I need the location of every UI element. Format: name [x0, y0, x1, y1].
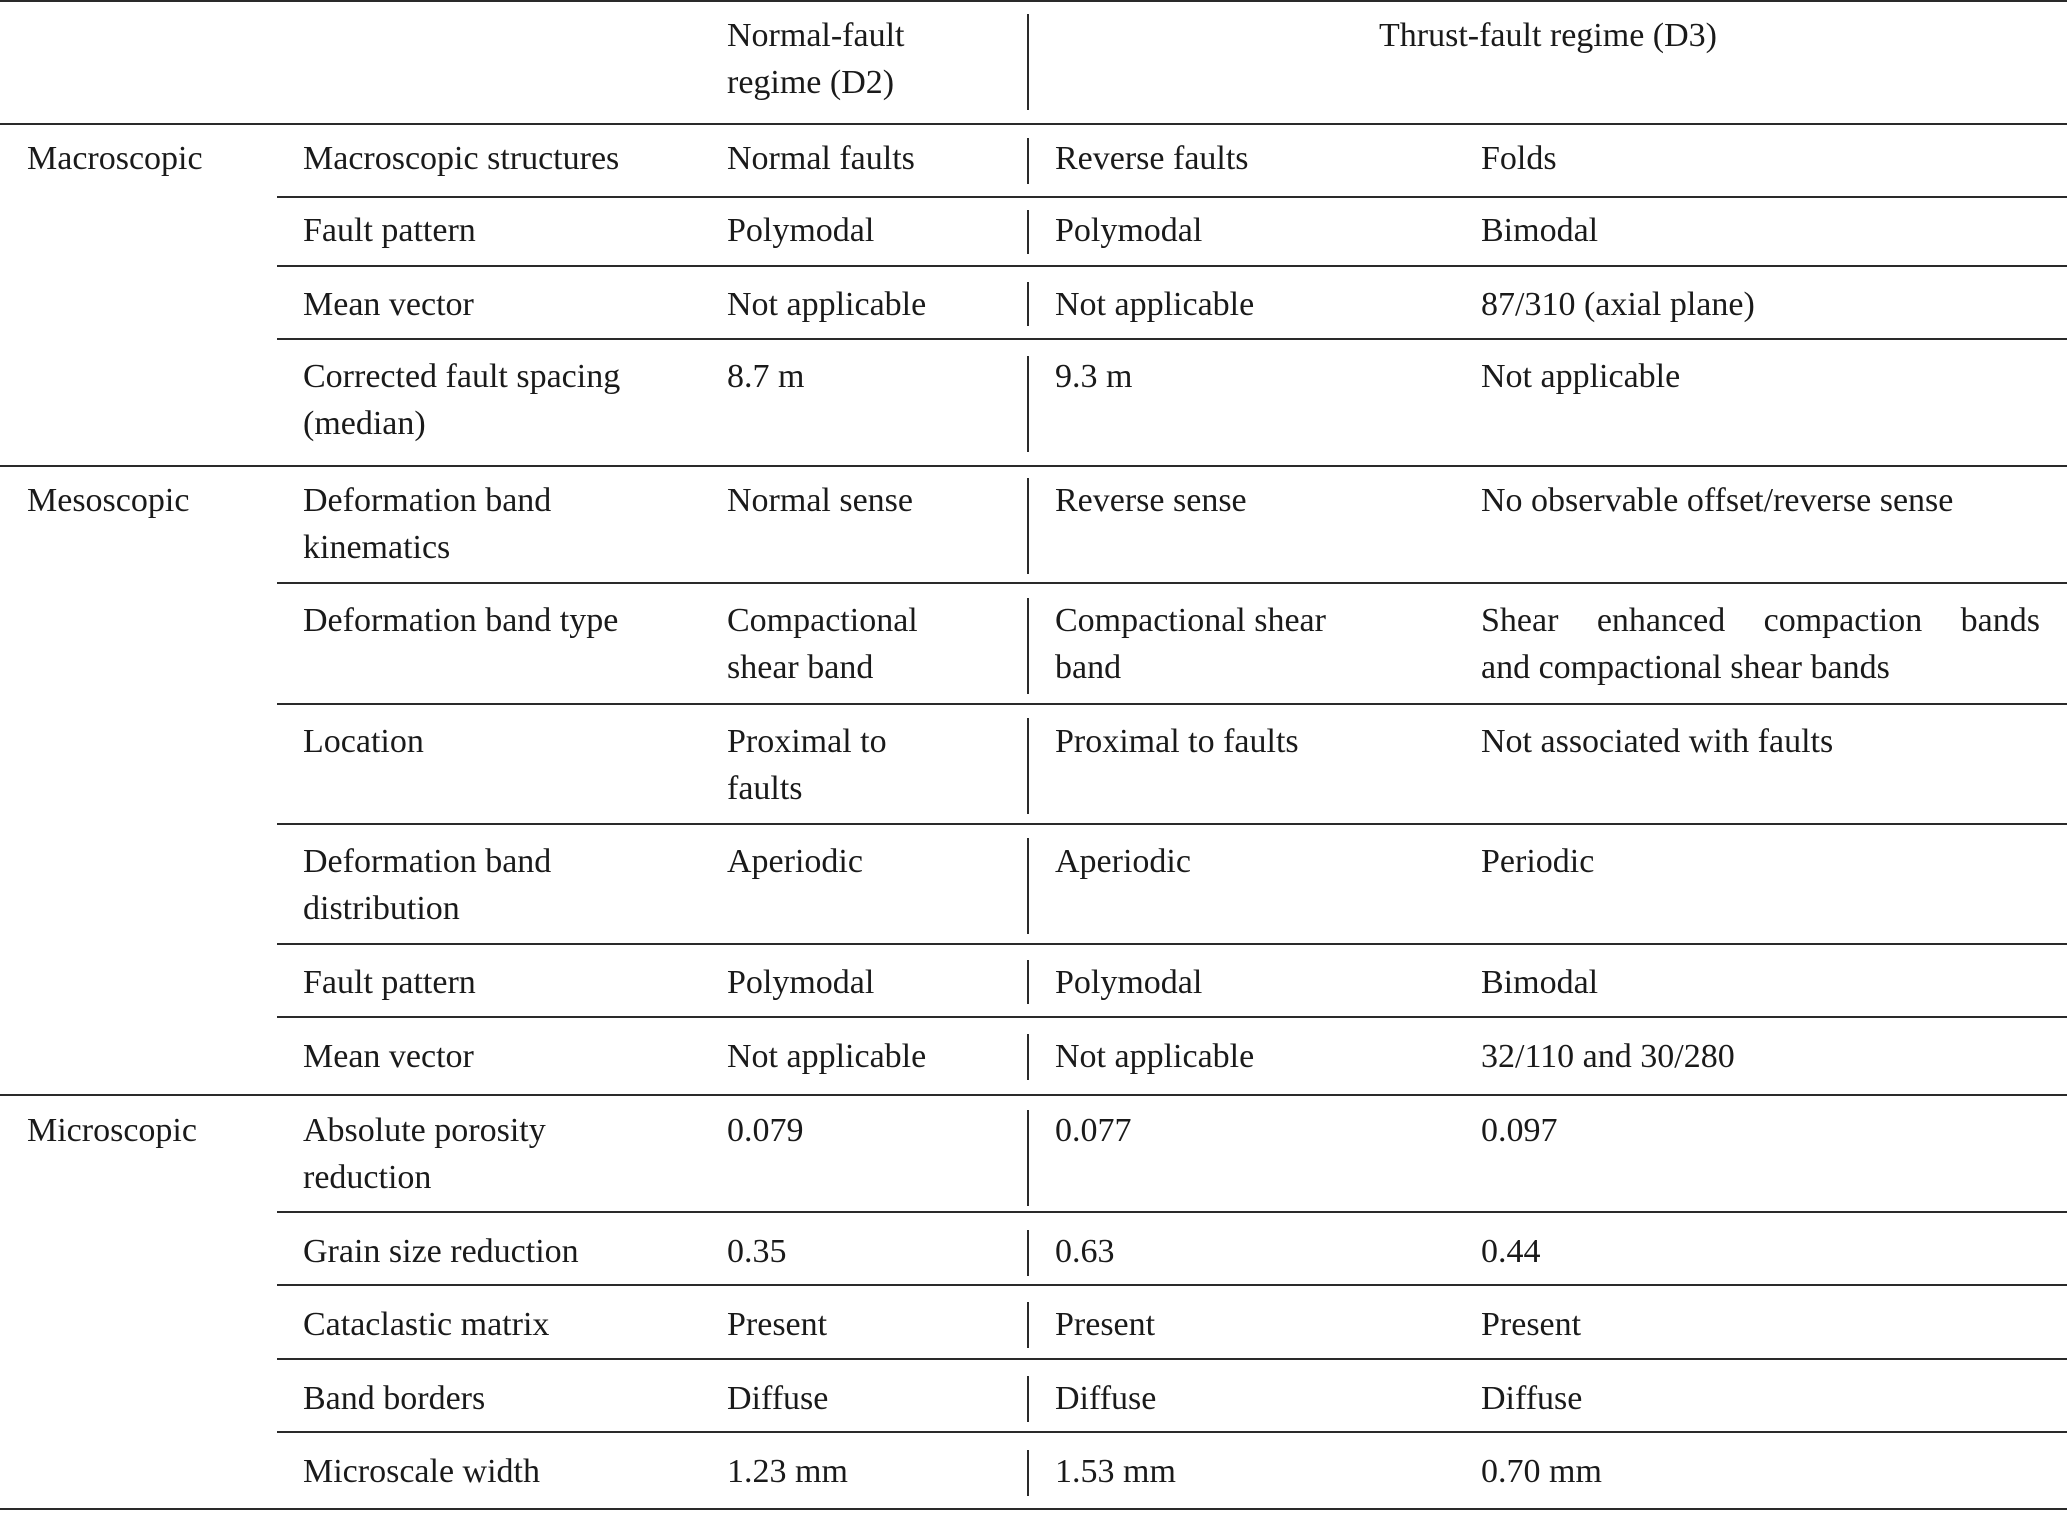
- row-rule: [277, 265, 2067, 267]
- column-separator: [1027, 1450, 1029, 1496]
- cell-d3-folds: 87/310 (axial plane): [1481, 286, 1755, 323]
- cell-d3-reverse: Present: [1055, 1306, 1156, 1343]
- row-label: Deformation band type: [303, 602, 619, 639]
- column-separator: [1027, 282, 1029, 326]
- cell-d3-folds: Diffuse: [1481, 1380, 1583, 1417]
- group-microscopic: Microscopic: [27, 1112, 197, 1149]
- header-d2: Normal-fault regime (D2): [727, 17, 905, 101]
- column-separator: [1027, 598, 1029, 694]
- row-label: Fault pattern: [303, 212, 476, 249]
- cell-d3-reverse: 0.077: [1055, 1112, 1132, 1149]
- cell-d3-reverse: Not applicable: [1055, 286, 1255, 323]
- cell-d2: Normal faults: [727, 140, 915, 177]
- cell-d2: Present: [727, 1306, 828, 1343]
- cell-d2: Aperiodic: [727, 843, 863, 880]
- row-rule: [277, 703, 2067, 705]
- cell-d2: Not applicable: [727, 286, 927, 323]
- bottom-rule: [0, 1508, 2067, 1510]
- column-separator: [1027, 210, 1029, 254]
- cell-d3-reverse: Compactional shear band: [1055, 602, 1326, 686]
- cell-d2: Polymodal: [727, 212, 875, 249]
- row-label: Mean vector: [303, 286, 474, 323]
- cell-d2: Not applicable: [727, 1038, 927, 1075]
- cell-d3-folds: 32/110 and 30/280: [1481, 1038, 1735, 1075]
- row-label: Deformation band kinematics: [303, 482, 552, 566]
- cell-d3-folds: Periodic: [1481, 843, 1595, 880]
- column-separator: [1027, 1110, 1029, 1206]
- cell-d3-folds: 0.44: [1481, 1233, 1541, 1270]
- cell-d2: 0.35: [727, 1233, 787, 1270]
- row-rule: [277, 1284, 2067, 1286]
- group-rule: [0, 465, 2067, 467]
- cell-d3-folds: [1481, 597, 2040, 691]
- group-mesoscopic: Mesoscopic: [27, 482, 190, 519]
- row-label: Deformation band distribution: [303, 843, 552, 927]
- row-rule: [277, 943, 2067, 945]
- header-d3: Thrust-fault regime (D3): [1379, 17, 1717, 54]
- top-rule: [0, 0, 2067, 2]
- cell-d2: Compactional shear band: [727, 602, 918, 686]
- row-label: Corrected fault spacing (median): [303, 358, 621, 442]
- cell-d2: Polymodal: [727, 964, 875, 1001]
- row-rule: [277, 1358, 2067, 1360]
- column-separator: [1027, 1230, 1029, 1276]
- cell-d3-folds: No observable offset/reverse sense: [1481, 482, 1954, 519]
- column-separator: [1027, 1302, 1029, 1348]
- cell-d3-reverse: Reverse sense: [1055, 482, 1247, 519]
- row-label: Grain size reduction: [303, 1233, 579, 1270]
- column-separator: [1027, 1034, 1029, 1080]
- cell-d3-folds: Bimodal: [1481, 964, 1599, 1001]
- column-separator: [1027, 138, 1029, 184]
- cell-d3-reverse: Reverse faults: [1055, 140, 1249, 177]
- cell-d2: Diffuse: [727, 1380, 829, 1417]
- cell-d3-reverse: Aperiodic: [1055, 843, 1191, 880]
- row-rule: [277, 1211, 2067, 1213]
- cell-d3-reverse: Proximal to faults: [1055, 723, 1299, 760]
- row-label: Microscale width: [303, 1453, 540, 1490]
- cell-d3-folds: Not applicable: [1481, 358, 1681, 395]
- row-rule: [277, 338, 2067, 340]
- cell-d3-reverse: 9.3 m: [1055, 358, 1133, 395]
- column-separator: [1027, 478, 1029, 574]
- row-label: Absolute porosity reduction: [303, 1112, 546, 1196]
- cell-d3-reverse: Diffuse: [1055, 1380, 1157, 1417]
- row-rule: [277, 196, 2067, 198]
- row-label: Macroscopic structures: [303, 140, 620, 177]
- row-label: Band borders: [303, 1380, 486, 1417]
- cell-d2: Normal sense: [727, 482, 914, 519]
- row-label: Location: [303, 723, 424, 760]
- group-rule: [0, 1094, 2067, 1096]
- column-separator: [1027, 718, 1029, 814]
- row-rule: [277, 1016, 2067, 1018]
- row-rule: [277, 1431, 2067, 1433]
- cell-d3-reverse: 1.53 mm: [1055, 1453, 1176, 1490]
- group-macroscopic: Macroscopic: [27, 140, 203, 177]
- column-separator: [1027, 1376, 1029, 1422]
- row-label: Fault pattern: [303, 964, 476, 1001]
- cell-d3-reverse: Not applicable: [1055, 1038, 1255, 1075]
- row-label: Cataclastic matrix: [303, 1306, 550, 1343]
- column-separator: [1027, 838, 1029, 934]
- cell-d3-reverse: Polymodal: [1055, 964, 1203, 1001]
- row-rule: [277, 582, 2067, 584]
- cell-d3-folds: 0.097: [1481, 1112, 1558, 1149]
- row-rule: [277, 823, 2067, 825]
- cell-d3-reverse: 0.63: [1055, 1233, 1115, 1270]
- cell-d2: 1.23 mm: [727, 1453, 848, 1490]
- cell-d3-folds: 0.70 mm: [1481, 1453, 1602, 1490]
- cell-d2: Proximal to faults: [727, 723, 887, 807]
- column-separator: [1027, 356, 1029, 452]
- row-label: Mean vector: [303, 1038, 474, 1075]
- header-bottom-rule: [0, 123, 2067, 125]
- cell-d3-folds: Not associated with faults: [1481, 723, 1834, 760]
- cell-d3-folds: Present: [1481, 1306, 1582, 1343]
- cell-d2: 8.7 m: [727, 358, 805, 395]
- cell-d3-reverse: Polymodal: [1055, 212, 1203, 249]
- cell-d3-folds: Bimodal: [1481, 212, 1599, 249]
- column-separator: [1027, 960, 1029, 1004]
- cell-d2: 0.079: [727, 1112, 804, 1149]
- cell-d3-folds: Folds: [1481, 140, 1557, 177]
- cell-line: Shear enhanced compaction bands: [1481, 602, 2040, 639]
- cell-line: and compactional shear bands: [1481, 649, 1890, 686]
